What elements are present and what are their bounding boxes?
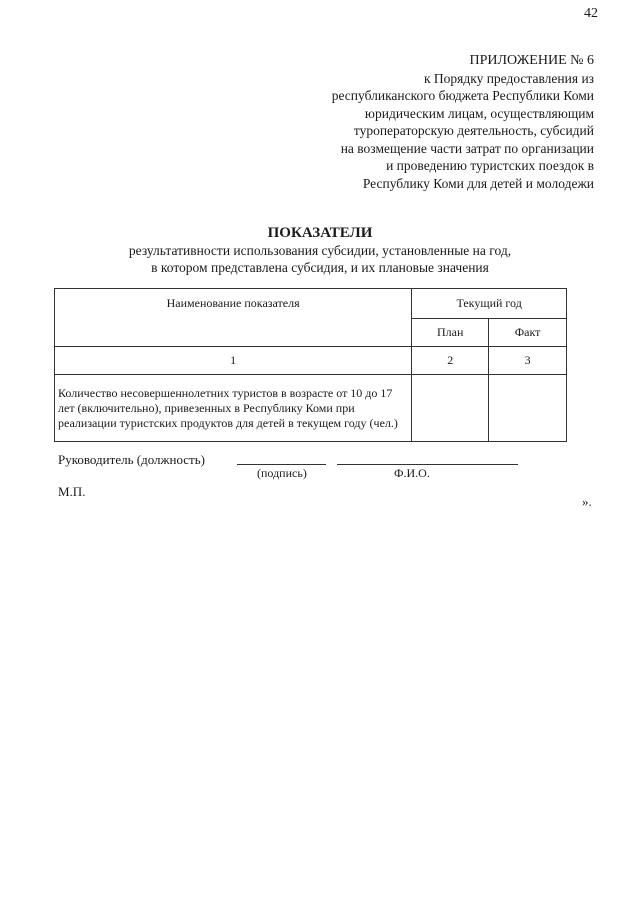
fio-caption: Ф.И.О. (394, 466, 430, 480)
indicator-description: Количество несовершеннолетних туристов в возрасте от 10 до 17 лет (включительно), привезенных в Республику Коми при реализации туристских продуктов для детей в текущем году (чел.) (55, 375, 412, 442)
signature-line (237, 464, 326, 465)
appendix-line: Республику Коми для детей и молодежи (362, 175, 594, 191)
appendix-header (264, 52, 594, 192)
table-header-row (55, 289, 567, 319)
column-number: 2 (412, 347, 489, 375)
appendix-line: республиканского бюджета Республики Коми (331, 88, 594, 103)
title-block (80, 224, 560, 276)
plan-value-cell (412, 375, 489, 442)
table-numbering-row (55, 347, 567, 375)
column-number: 1 (55, 347, 412, 375)
header-indicator-name: Наименование показателя (55, 289, 412, 347)
document-title: ПОКАЗАТЕЛИ (267, 225, 373, 241)
appendix-line: и проведению туристских поездок в (386, 158, 594, 173)
column-number: 3 (489, 347, 567, 375)
signature-caption: (подпись) (257, 466, 307, 480)
closing-quote: ». (582, 494, 592, 509)
appendix-heading: ПРИЛОЖЕНИЕ № 6 (469, 53, 594, 68)
appendix-line: туроператорскую деятельность, субсидий (353, 123, 594, 138)
seal-label: М.П. (58, 484, 86, 499)
header-fact: Факт (489, 319, 567, 347)
indicators-table (54, 288, 567, 442)
appendix-line: к Порядку предоставления из (423, 70, 594, 86)
subtitle-line: в котором представлена субсидия, и их плановые значения (151, 260, 489, 275)
appendix-line: юридическим лицам, осуществляющим (364, 105, 594, 121)
fio-line (337, 464, 518, 465)
fact-value-cell (489, 375, 567, 442)
header-current-year: Текущий год (412, 289, 567, 319)
page-number: 42 (584, 6, 598, 21)
table-row (55, 375, 567, 442)
appendix-line: на возмещение части затрат по организации (340, 140, 594, 156)
header-plan: План (412, 319, 489, 347)
head-label: Руководитель (должность) (58, 452, 205, 467)
subtitle-line: результативности использования субсидии, установленные на год, (128, 243, 512, 258)
